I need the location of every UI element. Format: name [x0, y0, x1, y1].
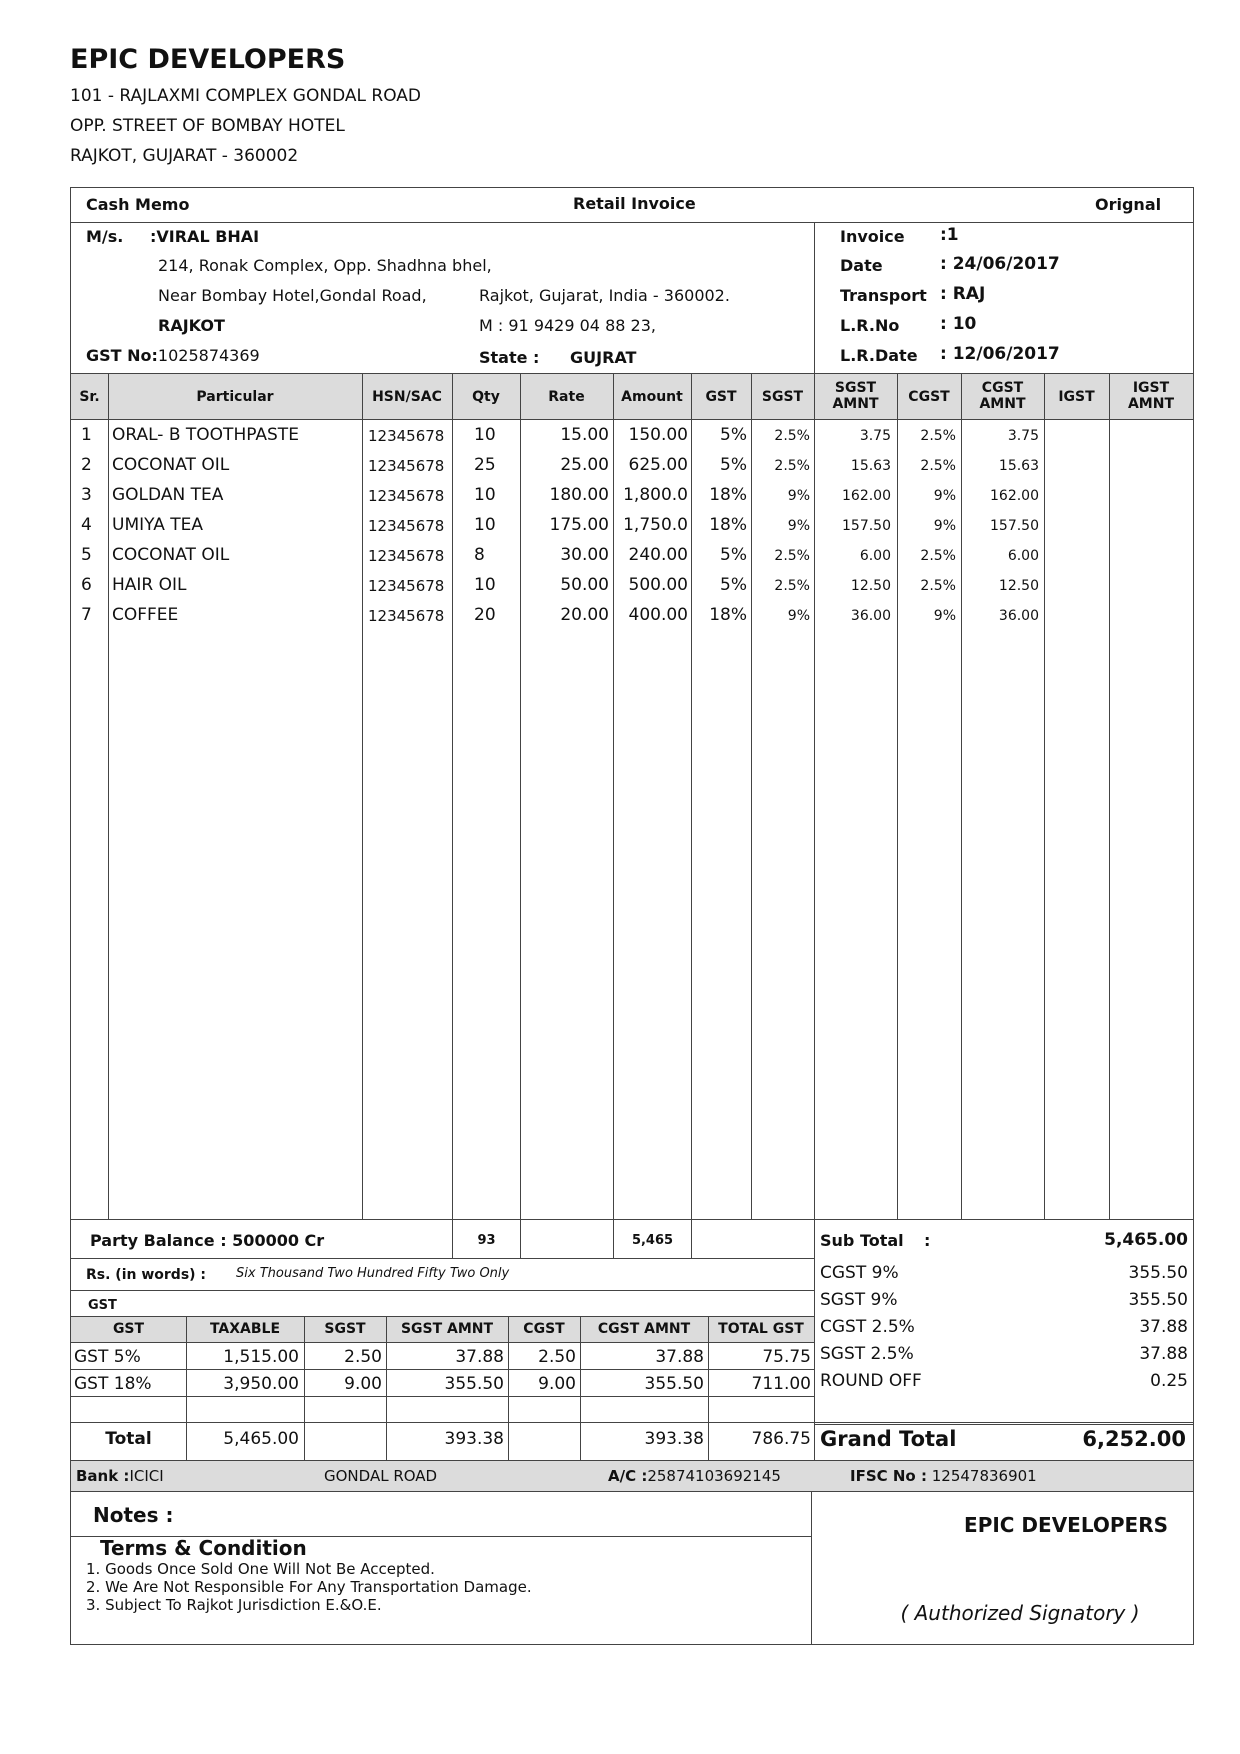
gst-summary-cell: 2.50	[538, 1347, 576, 1367]
tax-summary-value: 0.25	[1150, 1371, 1188, 1391]
invoice-meta-label: Transport	[840, 286, 927, 305]
gst-summary-cell: 75.75	[762, 1347, 811, 1367]
tax-summary-value: 355.50	[1128, 1290, 1188, 1310]
item-sr: 1	[81, 425, 92, 445]
account-number: 25874103692145	[647, 1467, 781, 1485]
item-sgst-amount: 6.00	[859, 548, 891, 564]
item-sgst: 2.5%	[774, 458, 810, 474]
gst-no-value: 1025874369	[157, 346, 260, 365]
item-particular: UMIYA TEA	[112, 515, 203, 535]
invoice-meta-label: L.R.No	[840, 316, 900, 335]
ifsc-code: 12547836901	[931, 1467, 1037, 1485]
gst-summary-column-header: SGST	[324, 1321, 366, 1337]
gst-summary-total-cell: 786.75	[751, 1429, 811, 1449]
tax-summary-value: 37.88	[1139, 1344, 1188, 1364]
column-header: Amount	[621, 389, 683, 405]
item-cgst-amount: 3.75	[1007, 428, 1039, 444]
amount-in-words-label: Rs. (in words) :	[86, 1267, 207, 1283]
bank-name: ICICI	[129, 1467, 164, 1485]
item-gst: 5%	[720, 545, 747, 565]
gst-summary-column-header: TAXABLE	[209, 1321, 281, 1337]
item-sgst-amount: 157.50	[842, 518, 891, 534]
customer-address-line-2: Near Bombay Hotel,Gondal Road,	[158, 286, 427, 305]
state-value: GUJRAT	[570, 348, 637, 367]
gst-summary-cell: 9.00	[344, 1374, 382, 1394]
gst-summary-cell: 2.50	[344, 1347, 382, 1367]
ifsc-info	[850, 1467, 1037, 1485]
item-cgst-amount: 157.50	[990, 518, 1039, 534]
customer-gst	[86, 346, 260, 365]
column-header: Sr.	[79, 389, 100, 405]
gst-summary-cell: GST 5%	[74, 1347, 141, 1367]
amount-in-words: Six Thousand Two Hundred Fifty Two Only	[236, 1266, 510, 1281]
column-header: Rate	[548, 389, 585, 405]
item-qty: 25	[474, 455, 496, 475]
tax-summary-label: CGST 9%	[820, 1263, 899, 1283]
item-cgst: 9%	[933, 488, 956, 504]
item-rate: 20.00	[560, 605, 609, 625]
item-cgst-amount: 162.00	[990, 488, 1039, 504]
column-header: Particular	[196, 389, 274, 405]
gst-summary-total-cell: 5,465.00	[223, 1429, 299, 1449]
item-rate: 180.00	[549, 485, 609, 505]
bank-label: Bank :	[76, 1467, 130, 1485]
gst-summary-column-header: TOTAL GST	[718, 1321, 804, 1337]
item-rate: 25.00	[560, 455, 609, 475]
item-sgst: 9%	[787, 488, 810, 504]
ms-label: M/s.	[86, 227, 124, 246]
column-header: Qty	[472, 389, 500, 405]
item-amount: 1,800.0	[623, 485, 688, 505]
account-info	[608, 1467, 781, 1485]
column-header: GST	[705, 389, 737, 405]
account-label: A/C :	[608, 1467, 648, 1485]
item-cgst: 2.5%	[920, 578, 956, 594]
item-cgst: 2.5%	[920, 548, 956, 564]
subtotal-value: 5,465.00	[1104, 1230, 1188, 1250]
invoice-meta-value: : 12/06/2017	[940, 344, 1060, 364]
terms-item: 2. We Are Not Responsible For Any Transportation Damage.	[86, 1578, 532, 1596]
tax-summary-value: 355.50	[1128, 1263, 1188, 1283]
item-particular: GOLDAN TEA	[112, 485, 224, 505]
company-address-line-1: 101 - RAJLAXMI COMPLEX GONDAL ROAD	[70, 86, 421, 106]
customer-city: RAJKOT	[158, 316, 225, 335]
item-gst: 5%	[720, 455, 747, 475]
gst-summary-column-header: GST	[112, 1321, 145, 1337]
gst-no-label: GST No:	[86, 346, 158, 365]
tax-summary-label: ROUND OFF	[820, 1371, 922, 1391]
item-hsn: 12345678	[368, 607, 445, 625]
tax-summary-label: SGST 9%	[820, 1290, 898, 1310]
item-rate: 50.00	[560, 575, 609, 595]
invoice-meta-label: Invoice	[840, 227, 905, 246]
gst-summary-cell: 9.00	[538, 1374, 576, 1394]
item-qty: 10	[474, 575, 496, 595]
terms-item: 3. Subject To Rajkot Jurisdiction E.&O.E.	[86, 1596, 382, 1614]
item-sr: 6	[81, 575, 92, 595]
item-hsn: 12345678	[368, 577, 445, 595]
gst-summary-cell: 1,515.00	[223, 1347, 299, 1367]
item-sr: 4	[81, 515, 92, 535]
column-header: IGST AMNT	[1127, 380, 1175, 412]
item-rate: 15.00	[560, 425, 609, 445]
item-amount: 625.00	[628, 455, 688, 475]
gst-summary-cell: GST 18%	[74, 1374, 152, 1394]
gst-summary-total-cell: 393.38	[444, 1429, 504, 1449]
column-header: SGST AMNT	[832, 380, 879, 412]
item-sr: 5	[81, 545, 92, 565]
item-sgst-amount: 36.00	[850, 608, 891, 624]
gst-summary-cell: 711.00	[751, 1374, 811, 1394]
invoice-meta-value: : 24/06/2017	[940, 254, 1060, 274]
item-cgst: 2.5%	[920, 458, 956, 474]
tax-summary-label: SGST 2.5%	[820, 1344, 914, 1364]
column-header: HSN/SAC	[372, 389, 442, 405]
item-cgst-amount: 12.50	[998, 578, 1039, 594]
gst-summary-total-cell: 393.38	[644, 1429, 704, 1449]
item-sgst: 2.5%	[774, 428, 810, 444]
item-rate: 175.00	[549, 515, 609, 535]
company-address-line-3: RAJKOT, GUJARAT - 360002	[70, 146, 299, 166]
item-particular: ORAL- B TOOTHPASTE	[112, 425, 299, 445]
item-sr: 7	[81, 605, 92, 625]
item-sgst-amount: 12.50	[850, 578, 891, 594]
gst-summary-title: GST	[88, 1298, 117, 1313]
gst-summary-cell: 37.88	[455, 1347, 504, 1367]
grand-total-value: 6,252.00	[1082, 1427, 1186, 1451]
item-cgst-amount: 6.00	[1007, 548, 1039, 564]
invoice-meta-value: : 10	[940, 314, 977, 334]
customer-mobile: M : 91 9429 04 88 23,	[479, 316, 656, 335]
invoice-meta-value: :1	[940, 225, 959, 245]
company-address-line-2: OPP. STREET OF BOMBAY HOTEL	[70, 116, 345, 136]
item-cgst: 9%	[933, 518, 956, 534]
item-particular: COCONAT OIL	[112, 545, 230, 565]
item-particular: COFFEE	[112, 605, 179, 625]
item-gst: 18%	[709, 485, 747, 505]
gst-summary-cell: 37.88	[655, 1347, 704, 1367]
copy-type-label: Orignal	[1095, 195, 1162, 214]
item-amount: 400.00	[628, 605, 688, 625]
gst-summary-total-label: Total	[105, 1429, 152, 1449]
qty-total: 93	[477, 1233, 496, 1248]
amount-total: 5,465	[631, 1233, 674, 1248]
item-qty: 10	[474, 485, 496, 505]
item-cgst: 9%	[933, 608, 956, 624]
item-qty: 20	[474, 605, 496, 625]
invoice-meta-label: Date	[840, 256, 883, 275]
grand-total-label: Grand Total	[820, 1427, 957, 1451]
item-amount: 1,750.0	[623, 515, 688, 535]
gst-summary-cell: 355.50	[644, 1374, 704, 1394]
item-sgst-amount: 162.00	[842, 488, 891, 504]
item-sr: 2	[81, 455, 92, 475]
bank-info	[76, 1467, 164, 1485]
item-qty: 8	[474, 545, 485, 565]
terms-item: 1. Goods Once Sold One Will Not Be Accepted.	[86, 1560, 435, 1578]
item-gst: 18%	[709, 515, 747, 535]
authorized-signatory: ( Authorized Signatory )	[900, 1601, 1140, 1625]
state-label: State :	[479, 348, 540, 367]
gst-summary-column-header: CGST AMNT	[597, 1321, 691, 1337]
gst-summary-column-header: SGST AMNT	[400, 1321, 494, 1337]
customer-address-line-2b: Rajkot, Gujarat, India - 360002.	[479, 286, 730, 305]
item-gst: 5%	[720, 575, 747, 595]
item-sr: 3	[81, 485, 92, 505]
subtotal-label: Sub Total	[820, 1231, 904, 1250]
terms-title: Terms & Condition	[100, 1536, 307, 1560]
company-name: EPIC DEVELOPERS	[70, 44, 346, 75]
tax-summary-value: 37.88	[1139, 1317, 1188, 1337]
item-cgst: 2.5%	[920, 428, 956, 444]
column-header: SGST	[761, 389, 804, 405]
bank-branch: GONDAL ROAD	[324, 1467, 438, 1485]
item-amount: 150.00	[628, 425, 688, 445]
column-header: CGST	[908, 389, 950, 405]
item-sgst: 2.5%	[774, 578, 810, 594]
gst-summary-cell: 355.50	[444, 1374, 504, 1394]
item-sgst-amount: 15.63	[850, 458, 891, 474]
item-amount: 500.00	[628, 575, 688, 595]
invoice-meta-label: L.R.Date	[840, 346, 918, 365]
signature-company-name: EPIC DEVELOPERS	[964, 1513, 1168, 1537]
item-particular: HAIR OIL	[112, 575, 187, 595]
item-sgst: 9%	[787, 518, 810, 534]
item-hsn: 12345678	[368, 487, 445, 505]
notes-label: Notes :	[93, 1503, 174, 1527]
party-balance: Party Balance : 500000 Cr	[90, 1231, 325, 1250]
gst-summary-column-header: CGST	[523, 1321, 565, 1337]
item-gst: 18%	[709, 605, 747, 625]
item-qty: 10	[474, 515, 496, 535]
cash-memo-label: Cash Memo	[86, 195, 190, 214]
item-hsn: 12345678	[368, 547, 445, 565]
customer-name: :VIRAL BHAI	[150, 227, 260, 246]
item-qty: 10	[474, 425, 496, 445]
customer-address-line-1: 214, Ronak Complex, Opp. Shadhna bhel,	[158, 256, 492, 275]
item-hsn: 12345678	[368, 427, 445, 445]
invoice-meta-value: : RAJ	[940, 284, 986, 304]
item-cgst-amount: 15.63	[998, 458, 1039, 474]
item-rate: 30.00	[560, 545, 609, 565]
tax-summary-label: CGST 2.5%	[820, 1317, 915, 1337]
item-amount: 240.00	[628, 545, 688, 565]
item-gst: 5%	[720, 425, 747, 445]
gst-summary-cell: 3,950.00	[223, 1374, 299, 1394]
item-sgst-amount: 3.75	[859, 428, 891, 444]
subtotal-colon: :	[924, 1231, 931, 1250]
item-sgst: 9%	[787, 608, 810, 624]
item-cgst-amount: 36.00	[998, 608, 1039, 624]
item-hsn: 12345678	[368, 517, 445, 535]
item-sgst: 2.5%	[774, 548, 810, 564]
column-header: CGST AMNT	[979, 380, 1026, 412]
item-particular: COCONAT OIL	[112, 455, 230, 475]
invoice-type-title: Retail Invoice	[573, 194, 696, 213]
ifsc-label: IFSC No :	[850, 1467, 927, 1485]
column-header: IGST	[1058, 389, 1095, 405]
item-hsn: 12345678	[368, 457, 445, 475]
